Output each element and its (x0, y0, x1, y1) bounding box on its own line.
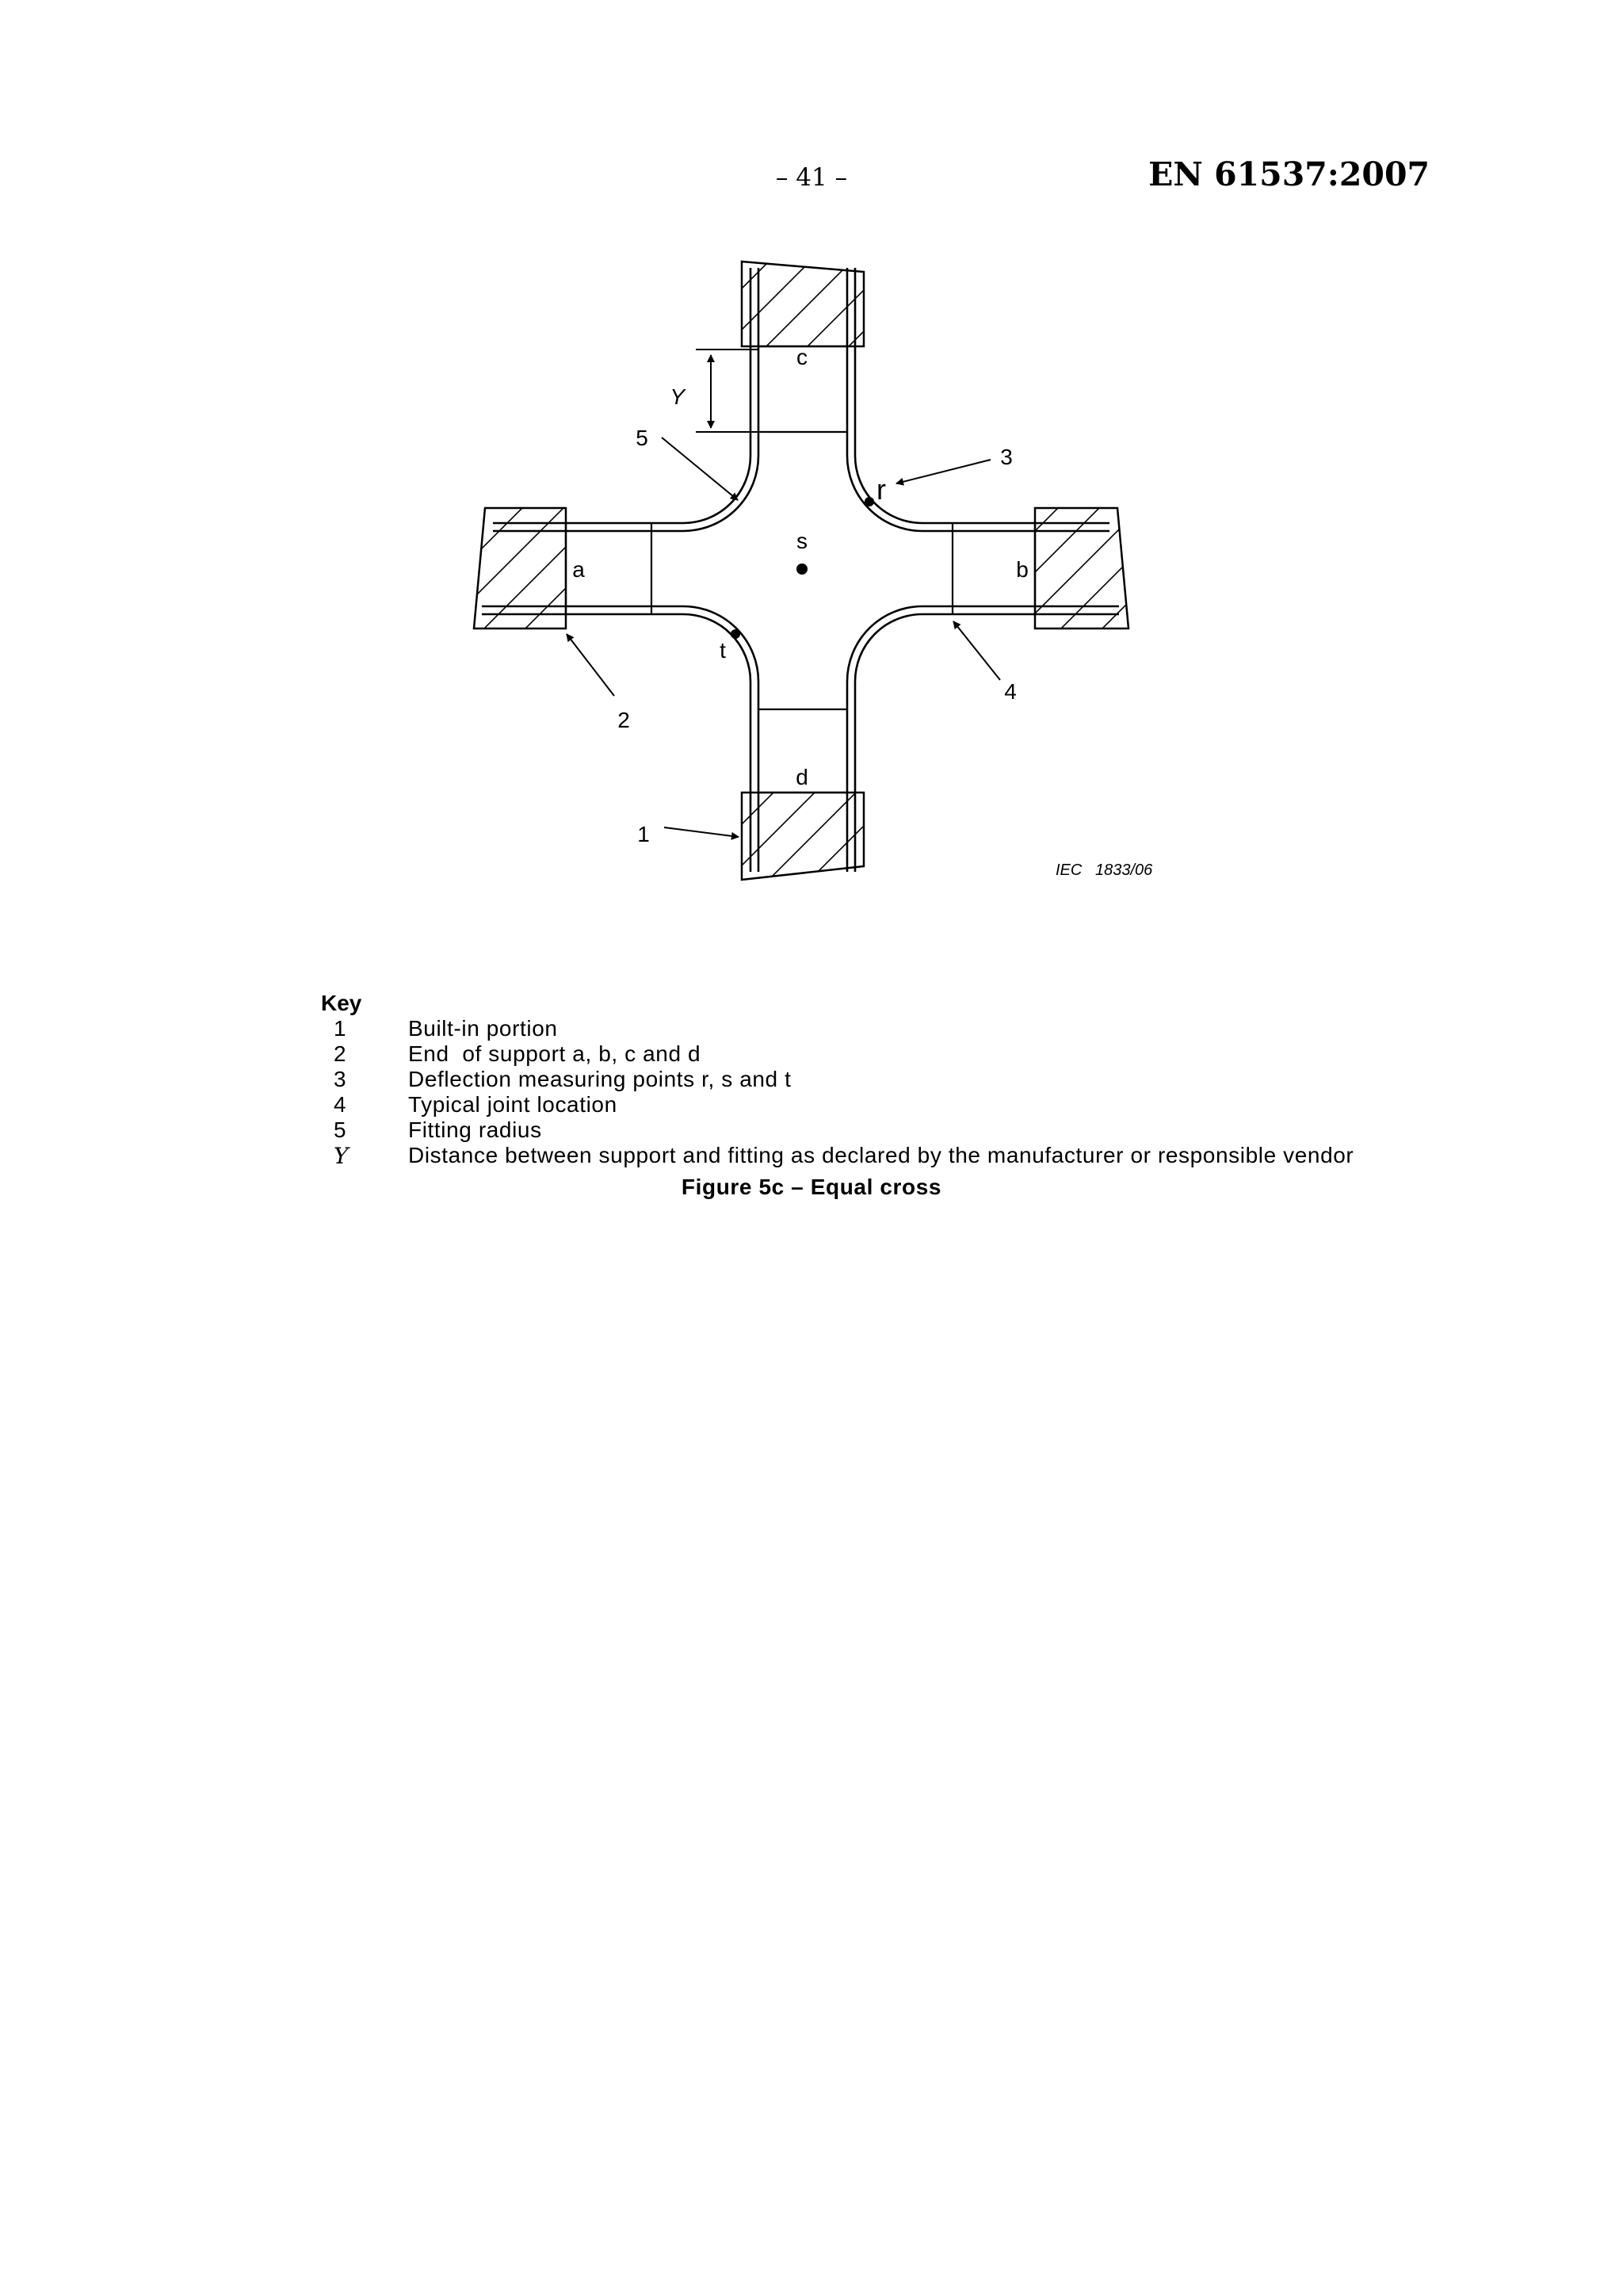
callout-leaders (567, 437, 1000, 837)
support-label-d: d (796, 765, 808, 789)
support-label-c: c (796, 345, 808, 369)
key-symbol: Y (334, 1143, 349, 1169)
key-symbol: 5 (334, 1117, 346, 1142)
key-text: End of support a, b, c and d (408, 1041, 701, 1066)
support-label-a: a (572, 557, 585, 582)
key-symbol: 3 (334, 1067, 346, 1091)
support-block-left (474, 508, 566, 628)
figure-caption: Figure 5c – Equal cross (681, 1175, 942, 1199)
key-text: Deflection measuring points r, s and t (408, 1067, 792, 1091)
key-title: Key (321, 991, 362, 1015)
key-text: Distance between support and fitting as declared by the manufacturer or responsible vendor (408, 1143, 1354, 1167)
callout-1: 1 (637, 822, 650, 846)
support-label-b: b (1016, 557, 1029, 582)
page-number: – 41 – (775, 163, 848, 192)
dimension-label-y: Y (670, 384, 685, 409)
callout-3: 3 (1000, 445, 1013, 469)
support-block-bottom (742, 793, 864, 880)
standard-id: EN 61537:2007 (1148, 155, 1430, 193)
callout-5: 5 (636, 426, 648, 450)
point-label-t: t (720, 638, 726, 663)
point-t-marker (731, 629, 740, 639)
iec-reference: IEC 1833/06 (1056, 861, 1153, 879)
support-block-right (1035, 508, 1128, 628)
equal-cross-figure (0, 0, 1623, 951)
key-symbol: 4 (334, 1092, 346, 1117)
key-text: Built-in portion (408, 1016, 558, 1041)
callout-4: 4 (1004, 679, 1017, 704)
point-label-r: r (876, 473, 886, 506)
dimension-y (696, 350, 758, 432)
support-block-top (742, 262, 864, 346)
key-symbol: 2 (334, 1041, 346, 1066)
point-r-marker (865, 497, 874, 506)
callout-2: 2 (617, 708, 630, 732)
point-label-s: s (796, 529, 808, 553)
key-text: Fitting radius (408, 1117, 542, 1142)
key-symbol: 1 (334, 1016, 346, 1041)
point-s-marker (796, 563, 808, 575)
key-text: Typical joint location (408, 1092, 617, 1117)
